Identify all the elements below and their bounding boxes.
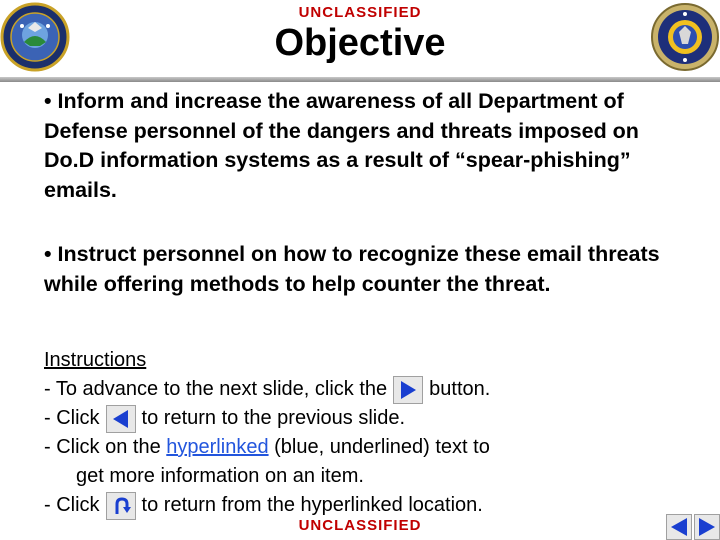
instruction-line-next bbox=[44, 375, 704, 404]
hyperlink-example[interactable]: hyperlinked bbox=[166, 436, 269, 458]
title-divider bbox=[0, 77, 720, 82]
previous-slide-button[interactable] bbox=[666, 514, 692, 540]
page-title: Objective bbox=[274, 22, 446, 64]
classification-banner-top: UNCLASSIFIED bbox=[298, 4, 422, 21]
instruction-text: to return from the hyperlinked location. bbox=[141, 494, 483, 516]
instruction-text: - Click bbox=[44, 494, 100, 516]
instruction-line-return bbox=[44, 491, 704, 520]
instruction-line-hyperlink bbox=[44, 433, 704, 462]
instruction-text: - Click on the bbox=[44, 436, 161, 458]
play-left-icon bbox=[669, 517, 689, 537]
play-right-icon bbox=[697, 517, 717, 537]
previous-icon-sample bbox=[106, 405, 136, 433]
instruction-text: (blue, underlined) text to bbox=[274, 436, 490, 458]
instruction-text: - Click bbox=[44, 407, 100, 429]
instruction-text: to return to the previous slide. bbox=[141, 407, 406, 429]
instruction-line-previous bbox=[44, 404, 704, 433]
instruction-text: - To advance to the next slide, click the bbox=[44, 378, 388, 400]
objective-bullet-2: • Instruct personnel on how to recognize these email threats while offering methods to help counter the threat. bbox=[44, 242, 660, 296]
next-slide-button[interactable] bbox=[694, 514, 720, 540]
instruction-line-continuation: get more information on an item. bbox=[76, 465, 364, 487]
next-icon-sample bbox=[393, 376, 423, 404]
return-icon-sample bbox=[106, 492, 136, 520]
objective-bullet-1: • Inform and increase the awareness of all Department of Defense personnel of the dangers and threats imposed on Do.D information systems as a result of “spear-phishing” emails. bbox=[44, 89, 639, 202]
instructions-heading: Instructions bbox=[44, 349, 147, 371]
instruction-text: button. bbox=[429, 378, 491, 400]
instructions-block bbox=[44, 346, 704, 520]
classification-banner-bottom: UNCLASSIFIED bbox=[298, 517, 422, 534]
